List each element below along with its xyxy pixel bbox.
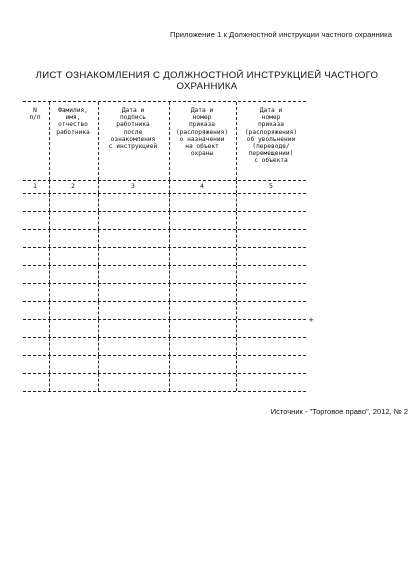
column-separator: [49, 338, 50, 355]
header-col-5-line: приказа: [257, 121, 285, 129]
header-col-5-line: об увольнении: [246, 135, 296, 143]
header-col-2-line: отчество: [58, 121, 88, 129]
header-col-2: [49, 102, 97, 180]
column-separator: [49, 302, 50, 319]
column-separator: [169, 302, 170, 319]
column-separator: [49, 230, 50, 247]
document-title: [20, 70, 394, 92]
column-separator: [98, 194, 99, 211]
column-separator: [98, 230, 99, 247]
column-separator: [98, 212, 99, 229]
column-separator: [49, 320, 50, 337]
header-col-1: [23, 102, 47, 180]
table-row: [23, 338, 306, 355]
table-body: [23, 194, 314, 392]
header-col-4-line: о назначении: [179, 135, 225, 143]
column-separator: [98, 338, 99, 355]
column-separator: [98, 266, 99, 283]
header-col-3-line: после: [123, 128, 143, 136]
table-row: [23, 230, 306, 247]
row-border: [23, 391, 306, 392]
header-col-1-line: п/п: [29, 114, 41, 122]
header-col-4-line: охраны: [190, 150, 214, 158]
header-col-1-line: N: [33, 107, 37, 114]
header-col-5: [236, 102, 306, 180]
table-row: [23, 248, 306, 265]
table-row: [23, 212, 306, 229]
title-line-2: ОХРАННИКА: [176, 81, 238, 92]
table-row: [23, 356, 306, 373]
column-separator: [169, 230, 170, 247]
header-col-5-line: номер: [261, 114, 281, 122]
column-separator: [98, 284, 99, 301]
column-number: 2: [71, 183, 75, 190]
header-col-5-line: (распоряжения): [244, 128, 298, 136]
header-col-2-line: имя,: [65, 114, 81, 122]
column-separator: [236, 230, 237, 247]
header-col-3: [98, 102, 168, 180]
column-separator: [98, 248, 99, 265]
column-separator: [169, 248, 170, 265]
header-col-5-line: Дата и: [259, 107, 283, 114]
column-separator: [236, 248, 237, 265]
appendix-note: Приложение 1 к Должностной инструкции частного охранника: [169, 30, 392, 39]
column-separator: [169, 320, 170, 337]
header-col-3-line: с инструкцией: [108, 143, 158, 151]
header-col-4-line: (распоряжения): [175, 128, 229, 136]
column-separator: [169, 374, 170, 391]
header-col-4-line: приказа: [188, 121, 216, 129]
header-col-5-line: с объекта: [254, 157, 288, 165]
acknowledgement-table: [23, 101, 314, 392]
header-col-3-line: Дата и: [121, 107, 145, 114]
table-header-row: [23, 102, 306, 180]
column-separator: [169, 338, 170, 355]
header-col-3-line: работника: [116, 121, 150, 129]
source-note: Источник - "Торговое право", 2012, № 2: [270, 407, 408, 416]
column-separator: [98, 374, 99, 391]
column-number-row: [23, 181, 306, 193]
table-row: [23, 302, 306, 319]
header-col-5-line: перемещении): [248, 150, 294, 158]
column-separator: [169, 194, 170, 211]
header-col-5-line: (переводе/: [252, 143, 290, 151]
column-separator: [49, 374, 50, 391]
header-col-3-line: подпись: [119, 114, 147, 122]
title-line-1: ЛИСТ ОЗНАКОМЛЕНИЯ С ДОЛЖНОСТНОЙ ИНСТРУКЦИЕЙ ЧАСТНОГО: [35, 70, 379, 81]
column-separator: [236, 284, 237, 301]
column-number: 1: [33, 183, 37, 190]
column-number: 4: [200, 183, 204, 190]
header-col-4-line: Дата и: [190, 107, 214, 114]
column-separator: [236, 194, 237, 211]
column-separator: [236, 338, 237, 355]
column-separator: [49, 212, 50, 229]
column-separator: [236, 320, 237, 337]
column-separator: [236, 356, 237, 373]
column-separator: [49, 194, 50, 211]
table-row: [23, 266, 306, 283]
table-row: [23, 374, 306, 391]
table-row: [23, 284, 306, 301]
column-number: 3: [131, 183, 135, 190]
column-separator: [236, 212, 237, 229]
header-col-4: [169, 102, 235, 180]
header-col-4-line: номер: [192, 114, 212, 122]
column-separator: [236, 374, 237, 391]
column-separator: [49, 248, 50, 265]
column-separator: [236, 302, 237, 319]
column-separator: [49, 266, 50, 283]
column-separator: [169, 284, 170, 301]
header-col-4-line: на объект: [185, 143, 219, 151]
column-number: 5: [269, 183, 273, 190]
column-separator: [169, 356, 170, 373]
column-separator: [98, 320, 99, 337]
column-separator: [98, 302, 99, 319]
table-row: [23, 320, 306, 337]
header-col-2-line: работника: [56, 128, 90, 136]
column-separator: [98, 356, 99, 373]
table-row: [23, 194, 306, 211]
column-separator: [236, 266, 237, 283]
column-separator: [49, 356, 50, 373]
header-col-3-line: ознакомления: [110, 135, 156, 143]
header-col-2-line: Фамилия,: [58, 107, 88, 114]
row-marker: +: [308, 316, 314, 324]
column-separator: [169, 266, 170, 283]
column-separator: [49, 284, 50, 301]
column-separator: [169, 212, 170, 229]
